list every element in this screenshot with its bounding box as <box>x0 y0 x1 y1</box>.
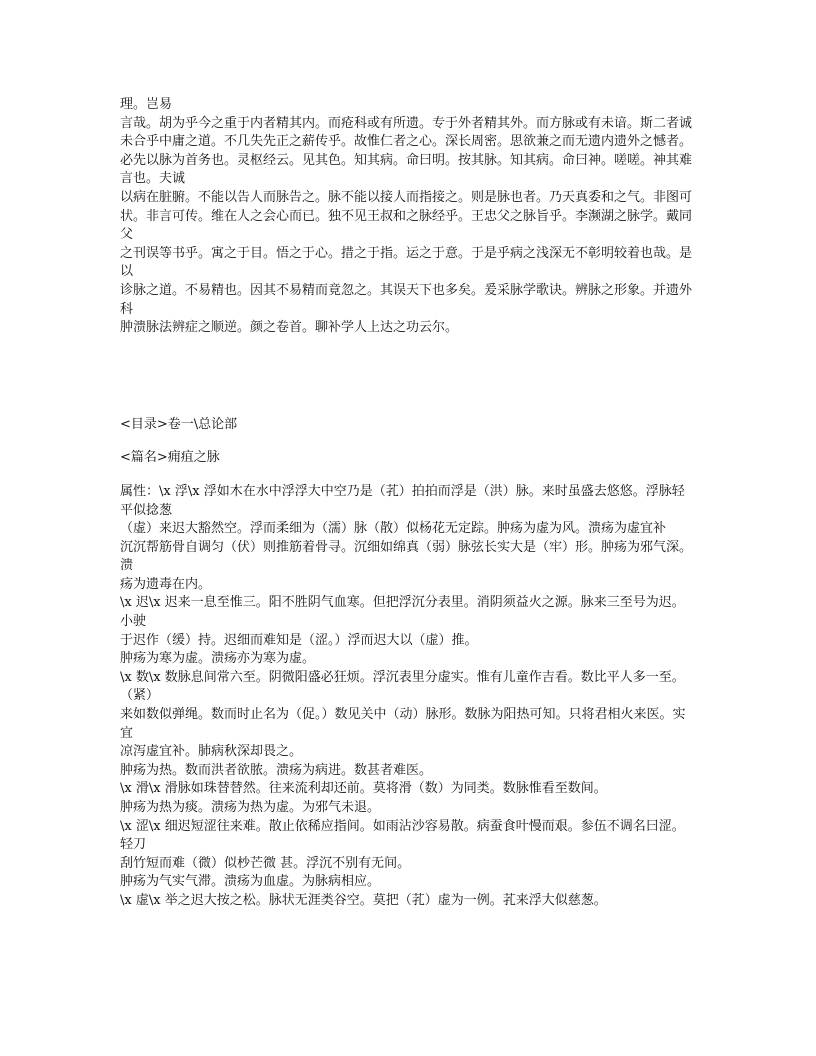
text-line: 言哉。胡为乎今之重于内者精其内。而疮科或有所遗。专于外者精其外。而方脉或有未谙。斯二者诚 <box>120 115 693 131</box>
text-line: \x 虚\x 举之迟大按之松。脉状无涯类谷空。莫把（芤）虚为一例。芤来浮大似慈葱。 <box>120 892 607 908</box>
text-line: \x 滑\x 滑脉如珠替替然。往来流利却还前。莫将滑（数）为同类。数脉惟看至数间。 <box>120 781 607 797</box>
section-gap <box>120 338 696 416</box>
text-line: 肿疡为热。数而洪者欲脓。溃疡为病进。数甚者难医。 <box>120 762 433 778</box>
text-line: \x 迟\x 迟来一息至惟三。阳不胜阴气血寒。但把浮沉分表里。消阴须益火之源。脉来三至号为迟。小驶 <box>120 595 685 630</box>
chapter-heading: <篇名>痈疽之脉 <box>120 450 220 466</box>
text-line: 属性：\x 浮\x 浮如木在水中浮浮大中空乃是（芤）拍拍而浮是（洪）脉。来时虽盛去悠悠。浮脉轻平似捻葱 <box>120 483 685 518</box>
text-line: 未合乎中庸之道。不几失先正之薪传乎。故惟仁者之心。深长周密。思欲兼之而无遗内遗外之憾者。 <box>120 134 693 150</box>
preface-text <box>120 96 696 338</box>
text-line: \x 涩\x 细迟短涩往来难。散止依稀应指间。如雨沾沙容易散。病蚕食叶慢而艰。参伍不调名曰涩。轻刀 <box>120 818 685 853</box>
text-line: 沉沉帮筋骨自调匀（伏）则推筋着骨寻。沉细如绵真（弱）脉弦长实大是（牢）形。肿疡为邪气深。溃 <box>120 539 693 574</box>
text-line: 肿疡为气实气滞。溃疡为血虚。为脉病相应。 <box>120 874 381 890</box>
document-page <box>120 96 696 911</box>
text-line: 肿疡为寒为虚。溃疡亦为寒为虚。 <box>120 651 316 667</box>
text-line: 之刊误等书乎。寓之于目。悟之于心。措之于指。运之于意。于是乎病之浅深无不彰明较着也哉。是以 <box>120 245 693 280</box>
text-line: 肿疡为热为痰。溃疡为热为虚。为邪气未退。 <box>120 800 381 815</box>
heading-gap <box>120 468 696 483</box>
toc-heading: <目录>卷一\总论部 <box>120 416 238 432</box>
text-line: 凉泻虚宜补。肺病秋深却畏之。 <box>120 744 303 760</box>
text-line: \x 数\x 数脉息间常六至。阴微阳盛必狂烦。浮沉表里分虚实。惟有儿童作吉看。数比平人多一至。（紧） <box>120 669 685 704</box>
text-line: 来如数似弹绳。数而时止名为（促。）数见关中（动）脉形。数脉为阳热可知。只将君相火来医。实宜 <box>120 707 686 741</box>
text-line: 刮竹短而难（微）似杪芒微 甚。浮沉不别有无间。 <box>120 855 411 871</box>
text-line: 以病在脏腑。不能以告人而脉告之。脉不能以接人而指接之。则是脉也者。乃天真委和之气。非图可 <box>120 189 693 205</box>
text-line: 肿溃脉法辨症之顺逆。颜之卷首。聊补学人上达之功云尔。 <box>120 320 459 336</box>
text-line: 状。非言可传。维在人之会心而已。独不见王叔和之脉经乎。王忠父之脉旨乎。李濒湖之脉学。戴同父 <box>120 208 693 243</box>
heading-gap <box>120 434 696 449</box>
text-line: （虚）来迟大豁然空。浮而柔细为（濡）脉（散）似杨花无定踪。肿疡为虚为风。溃疡为虚宜补 <box>120 521 667 537</box>
text-line: 必先以脉为首务也。灵枢经云。见其色。知其病。命曰明。按其脉。知其病。命曰神。嗟嗟。神其难言也。夫诚 <box>120 152 693 187</box>
text-line: 于迟作（缓）持。迟细而难知是（涩。）浮而迟大以（虚）推。 <box>120 632 478 648</box>
chapter-body <box>120 483 696 911</box>
text-line: 疡为遗毒在内。 <box>120 576 212 592</box>
text-line: 诊脉之道。不易精也。因其不易精而竟忽之。其误天下也多矣。爰采脉学歌诀。辨脉之形象。并遗外科 <box>120 282 693 317</box>
text-line: 理。岂易 <box>120 97 173 112</box>
